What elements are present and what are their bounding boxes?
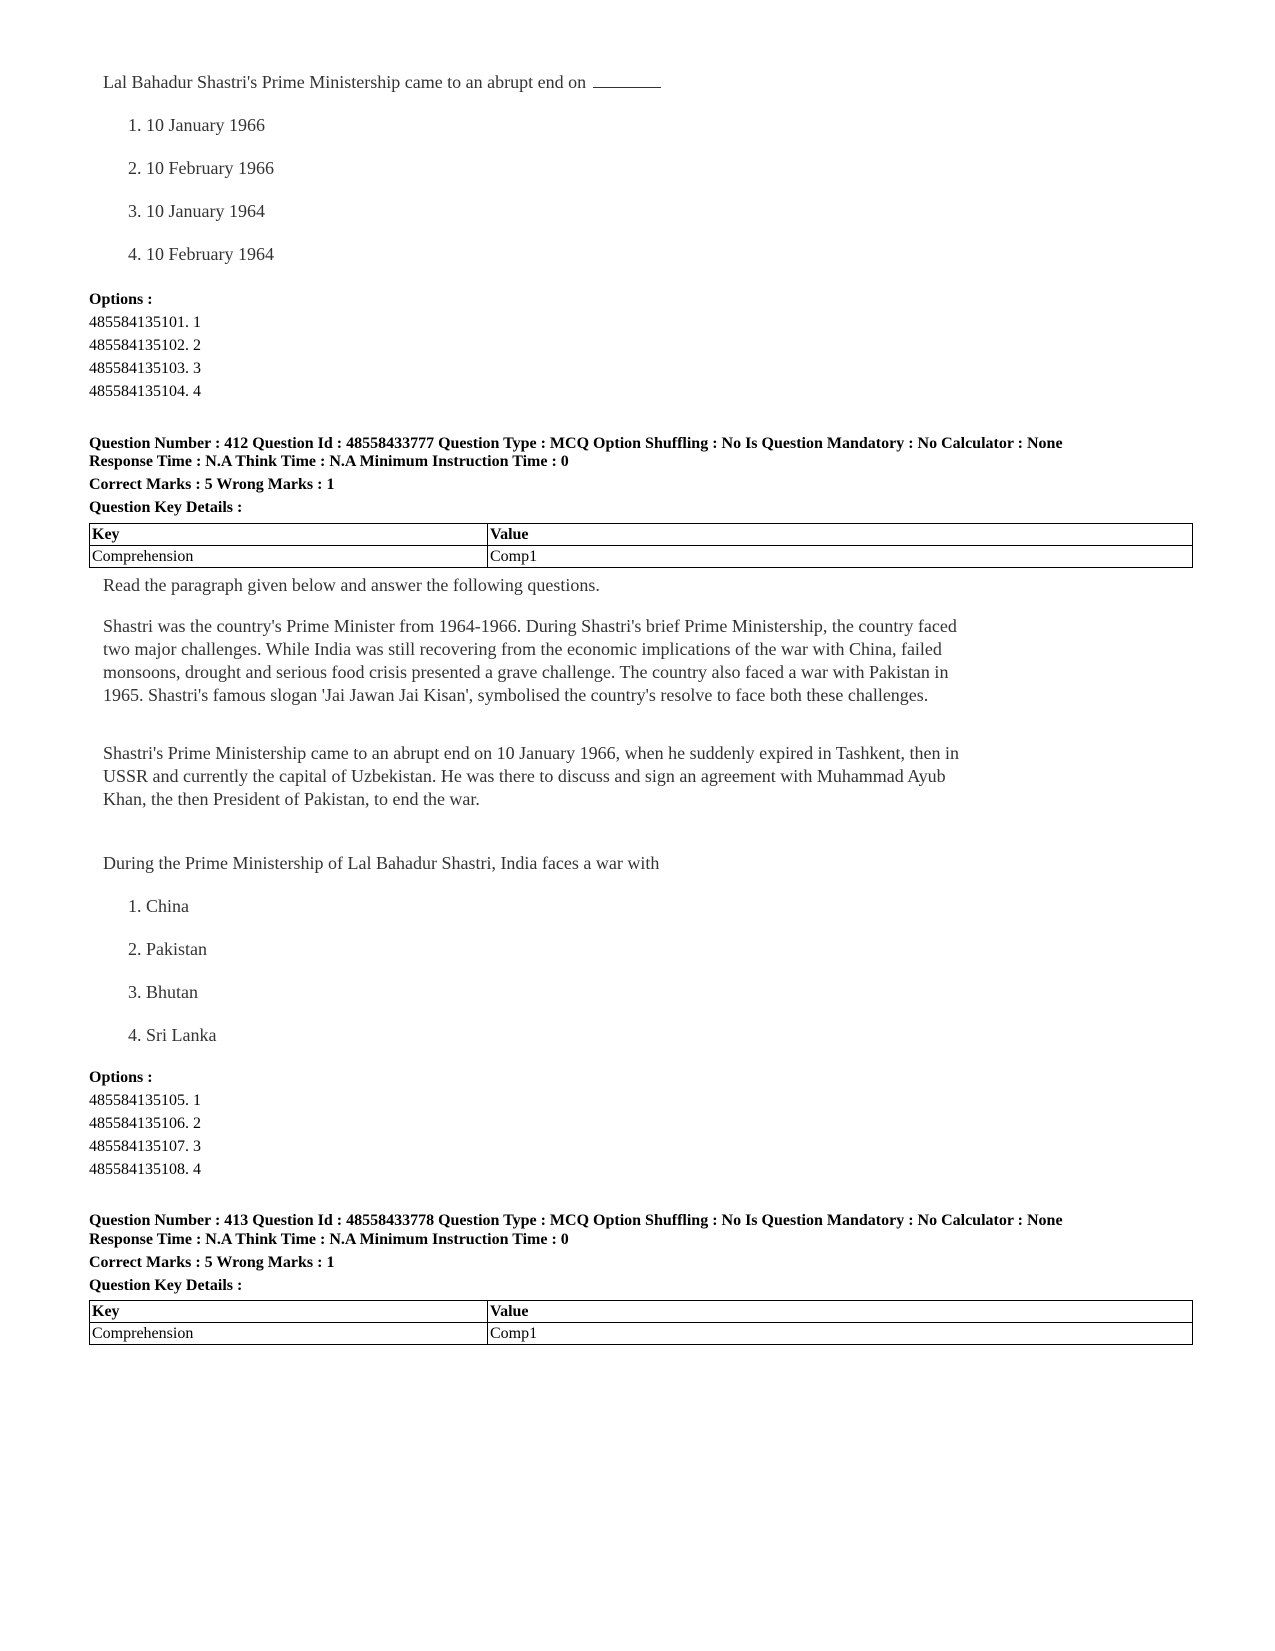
q412-intro: Read the paragraph given below and answer the following questions. xyxy=(103,575,600,595)
q412-option-1: 485584135105. 1 xyxy=(89,1092,201,1109)
q412-meta-line2: Response Time : N.A Think Time : N.A Minimum Instruction Time : 0 xyxy=(89,453,569,470)
q411-option-2: 485584135102. 2 xyxy=(89,337,201,354)
q411-option-1: 485584135101. 1 xyxy=(89,314,201,331)
q412-choice-2: 2. Pakistan xyxy=(128,939,207,959)
q412-paragraph-2: Shastri's Prime Ministership came to an abrupt end on 10 January 1966, when he suddenly expired in Tashkent, then in USSR and currently the capital of Uzbekistan. He was there to discuss and sign an agreement with Muhammad Ayub Khan, the then President of Pakistan, to end the war. xyxy=(103,743,959,809)
q411-choice-3: 3. 10 January 1964 xyxy=(128,201,265,221)
q412-key-table xyxy=(89,523,1193,568)
q411-choice-4: 4. 10 February 1964 xyxy=(128,244,274,264)
table-row xyxy=(90,1323,1193,1345)
q412-prompt: During the Prime Ministership of Lal Bahadur Shastri, India faces a war with xyxy=(103,853,660,873)
q412-key-details-label: Question Key Details : xyxy=(89,499,243,516)
q413-key-table xyxy=(89,1300,1193,1345)
q412-choice-4: 4. Sri Lanka xyxy=(128,1025,217,1045)
table-header-key: Key xyxy=(90,1301,488,1323)
q411-options-label: Options : xyxy=(89,291,153,308)
table-cell-key: Comprehension xyxy=(90,546,488,568)
question-411-prompt-text: Lal Bahadur Shastri's Prime Ministership came to an abrupt end on xyxy=(103,72,587,92)
table-cell-value: Comp1 xyxy=(488,546,1193,568)
table-header-row xyxy=(90,1301,1193,1323)
q413-meta-line2: Response Time : N.A Think Time : N.A Minimum Instruction Time : 0 xyxy=(89,1231,569,1248)
table-cell-key: Comprehension xyxy=(90,1323,488,1345)
table-header-value: Value xyxy=(488,524,1193,546)
q412-options-label: Options : xyxy=(89,1069,153,1086)
q411-choice-2: 2. 10 February 1966 xyxy=(128,158,274,178)
q412-option-4: 485584135108. 4 xyxy=(89,1161,201,1178)
question-411-prompt xyxy=(103,72,661,93)
table-header-key: Key xyxy=(90,524,488,546)
table-row xyxy=(90,546,1193,568)
table-cell-value: Comp1 xyxy=(488,1323,1193,1345)
q412-choice-3: 3. Bhutan xyxy=(128,982,198,1002)
q411-option-4: 485584135104. 4 xyxy=(89,383,201,400)
q412-marks: Correct Marks : 5 Wrong Marks : 1 xyxy=(89,476,335,493)
q412-choice-1: 1. China xyxy=(128,896,189,916)
q412-paragraph-1: Shastri was the country's Prime Minister from 1964-1966. During Shastri's brief Prime Ministership, the country faced two major challenges. While India was still recovering from the economic implications of the war with China, failed monsoons, drought and serious food crisis presented a grave challenge. The country also faced a war with Pakistan in 1965. Shastri's famous slogan 'Jai Jawan Jai Kisan', symbolised the country's resolve to face both these challenges. xyxy=(103,616,957,705)
q413-meta-line1: Question Number : 413 Question Id : 48558433778 Question Type : MCQ Option Shuffling : No Is Question Mandatory : No Calculator : None xyxy=(89,1212,1063,1229)
fill-blank-line xyxy=(593,73,661,88)
q412-option-2: 485584135106. 2 xyxy=(89,1115,201,1132)
q412-meta-line1: Question Number : 412 Question Id : 48558433777 Question Type : MCQ Option Shuffling : No Is Question Mandatory : No Calculator : None xyxy=(89,435,1063,452)
q413-marks: Correct Marks : 5 Wrong Marks : 1 xyxy=(89,1254,335,1271)
table-header-row xyxy=(90,524,1193,546)
q413-key-details-label: Question Key Details : xyxy=(89,1277,243,1294)
q412-option-3: 485584135107. 3 xyxy=(89,1138,201,1155)
q411-option-3: 485584135103. 3 xyxy=(89,360,201,377)
q411-choice-1: 1. 10 January 1966 xyxy=(128,115,265,135)
table-header-value: Value xyxy=(488,1301,1193,1323)
